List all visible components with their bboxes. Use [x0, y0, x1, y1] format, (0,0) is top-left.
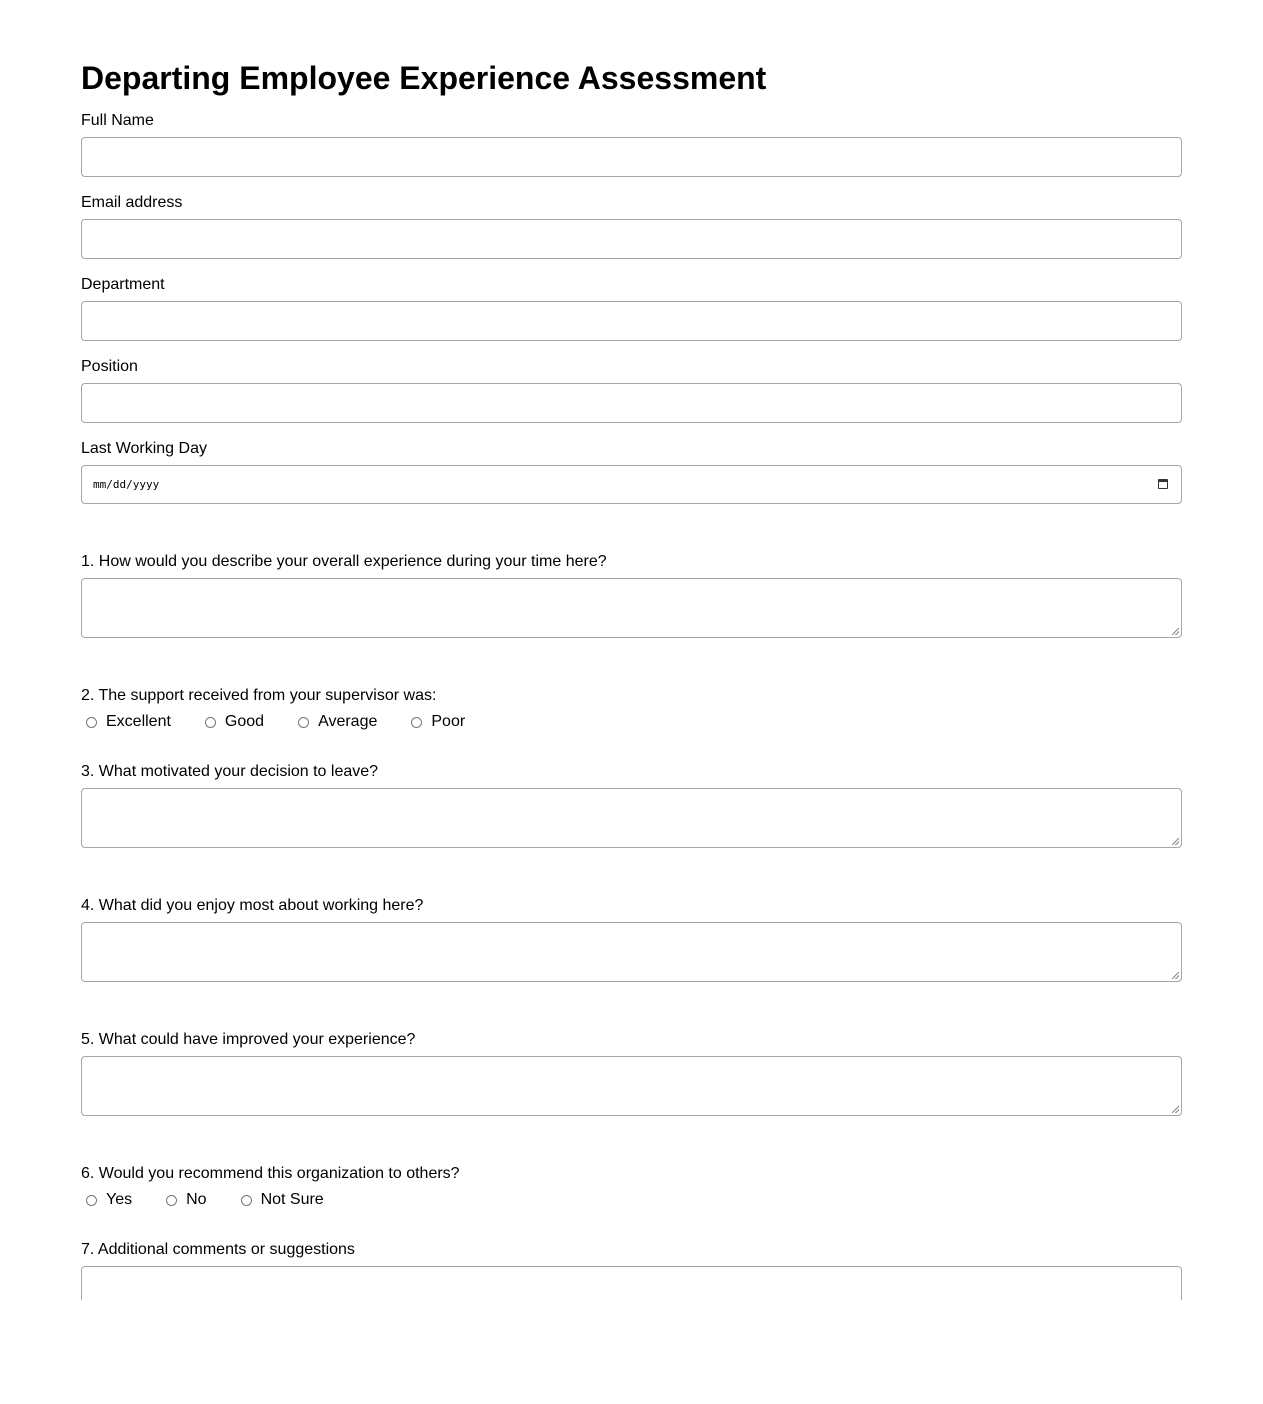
- radio-button[interactable]: [166, 1195, 177, 1206]
- last-working-day-input[interactable]: [81, 465, 1182, 504]
- resize-handle-icon[interactable]: [1172, 838, 1179, 845]
- resize-handle-icon[interactable]: [1172, 1106, 1179, 1113]
- q1-label: 1. How would you describe your overall experience during your time here?: [81, 553, 607, 570]
- q3-textarea[interactable]: [81, 788, 1182, 848]
- q2-option-poor[interactable]: [406, 713, 465, 731]
- q2-option-excellent[interactable]: [81, 713, 171, 731]
- resize-handle-icon[interactable]: [1172, 628, 1179, 635]
- position-label: Position: [81, 358, 138, 375]
- q5-label: 5. What could have improved your experience?: [81, 1031, 416, 1048]
- full-name-label: Full Name: [81, 112, 154, 129]
- radio-button[interactable]: [205, 717, 216, 728]
- q2-radio-group: [81, 713, 494, 731]
- q7-label: 7. Additional comments or suggestions: [81, 1241, 355, 1258]
- q2-option-good[interactable]: [200, 713, 264, 731]
- option-label: Yes: [106, 1191, 133, 1208]
- email-label: Email address: [81, 194, 183, 211]
- calendar-icon[interactable]: [1158, 479, 1168, 489]
- page-title: Departing Employee Experience Assessment: [81, 60, 767, 96]
- q4-textarea[interactable]: [81, 922, 1182, 982]
- position-input[interactable]: [81, 383, 1182, 423]
- option-label: Poor: [431, 713, 466, 730]
- q7-textarea[interactable]: [81, 1266, 1182, 1300]
- q6-radio-group: [81, 1191, 353, 1209]
- radio-button[interactable]: [86, 717, 97, 728]
- radio-button[interactable]: [298, 717, 309, 728]
- department-label: Department: [81, 276, 165, 293]
- radio-button[interactable]: [411, 717, 422, 728]
- department-input[interactable]: [81, 301, 1182, 341]
- last-working-day-label: Last Working Day: [81, 440, 207, 457]
- option-label: Average: [318, 713, 378, 730]
- radio-button[interactable]: [241, 1195, 252, 1206]
- option-label: Excellent: [106, 713, 171, 730]
- q1-textarea[interactable]: [81, 578, 1182, 638]
- q3-label: 3. What motivated your decision to leave?: [81, 763, 379, 780]
- date-placeholder: mm/dd/yyyy: [93, 478, 160, 491]
- q4-label: 4. What did you enjoy most about working here?: [81, 897, 424, 914]
- q2-option-average[interactable]: [293, 713, 377, 731]
- radio-button[interactable]: [86, 1195, 97, 1206]
- q5-textarea[interactable]: [81, 1056, 1182, 1116]
- resize-handle-icon[interactable]: [1172, 972, 1179, 979]
- q6-option-not-sure[interactable]: [236, 1191, 324, 1209]
- option-label: Good: [224, 713, 265, 730]
- option-label: Not Sure: [260, 1191, 324, 1208]
- q6-option-yes[interactable]: [81, 1191, 132, 1209]
- q2-label: 2. The support received from your supervisor was:: [81, 687, 437, 704]
- email-input[interactable]: [81, 219, 1182, 259]
- full-name-input[interactable]: [81, 137, 1182, 177]
- option-label: No: [186, 1191, 207, 1208]
- q6-option-no[interactable]: [161, 1191, 206, 1209]
- q6-label: 6. Would you recommend this organization to others?: [81, 1165, 460, 1182]
